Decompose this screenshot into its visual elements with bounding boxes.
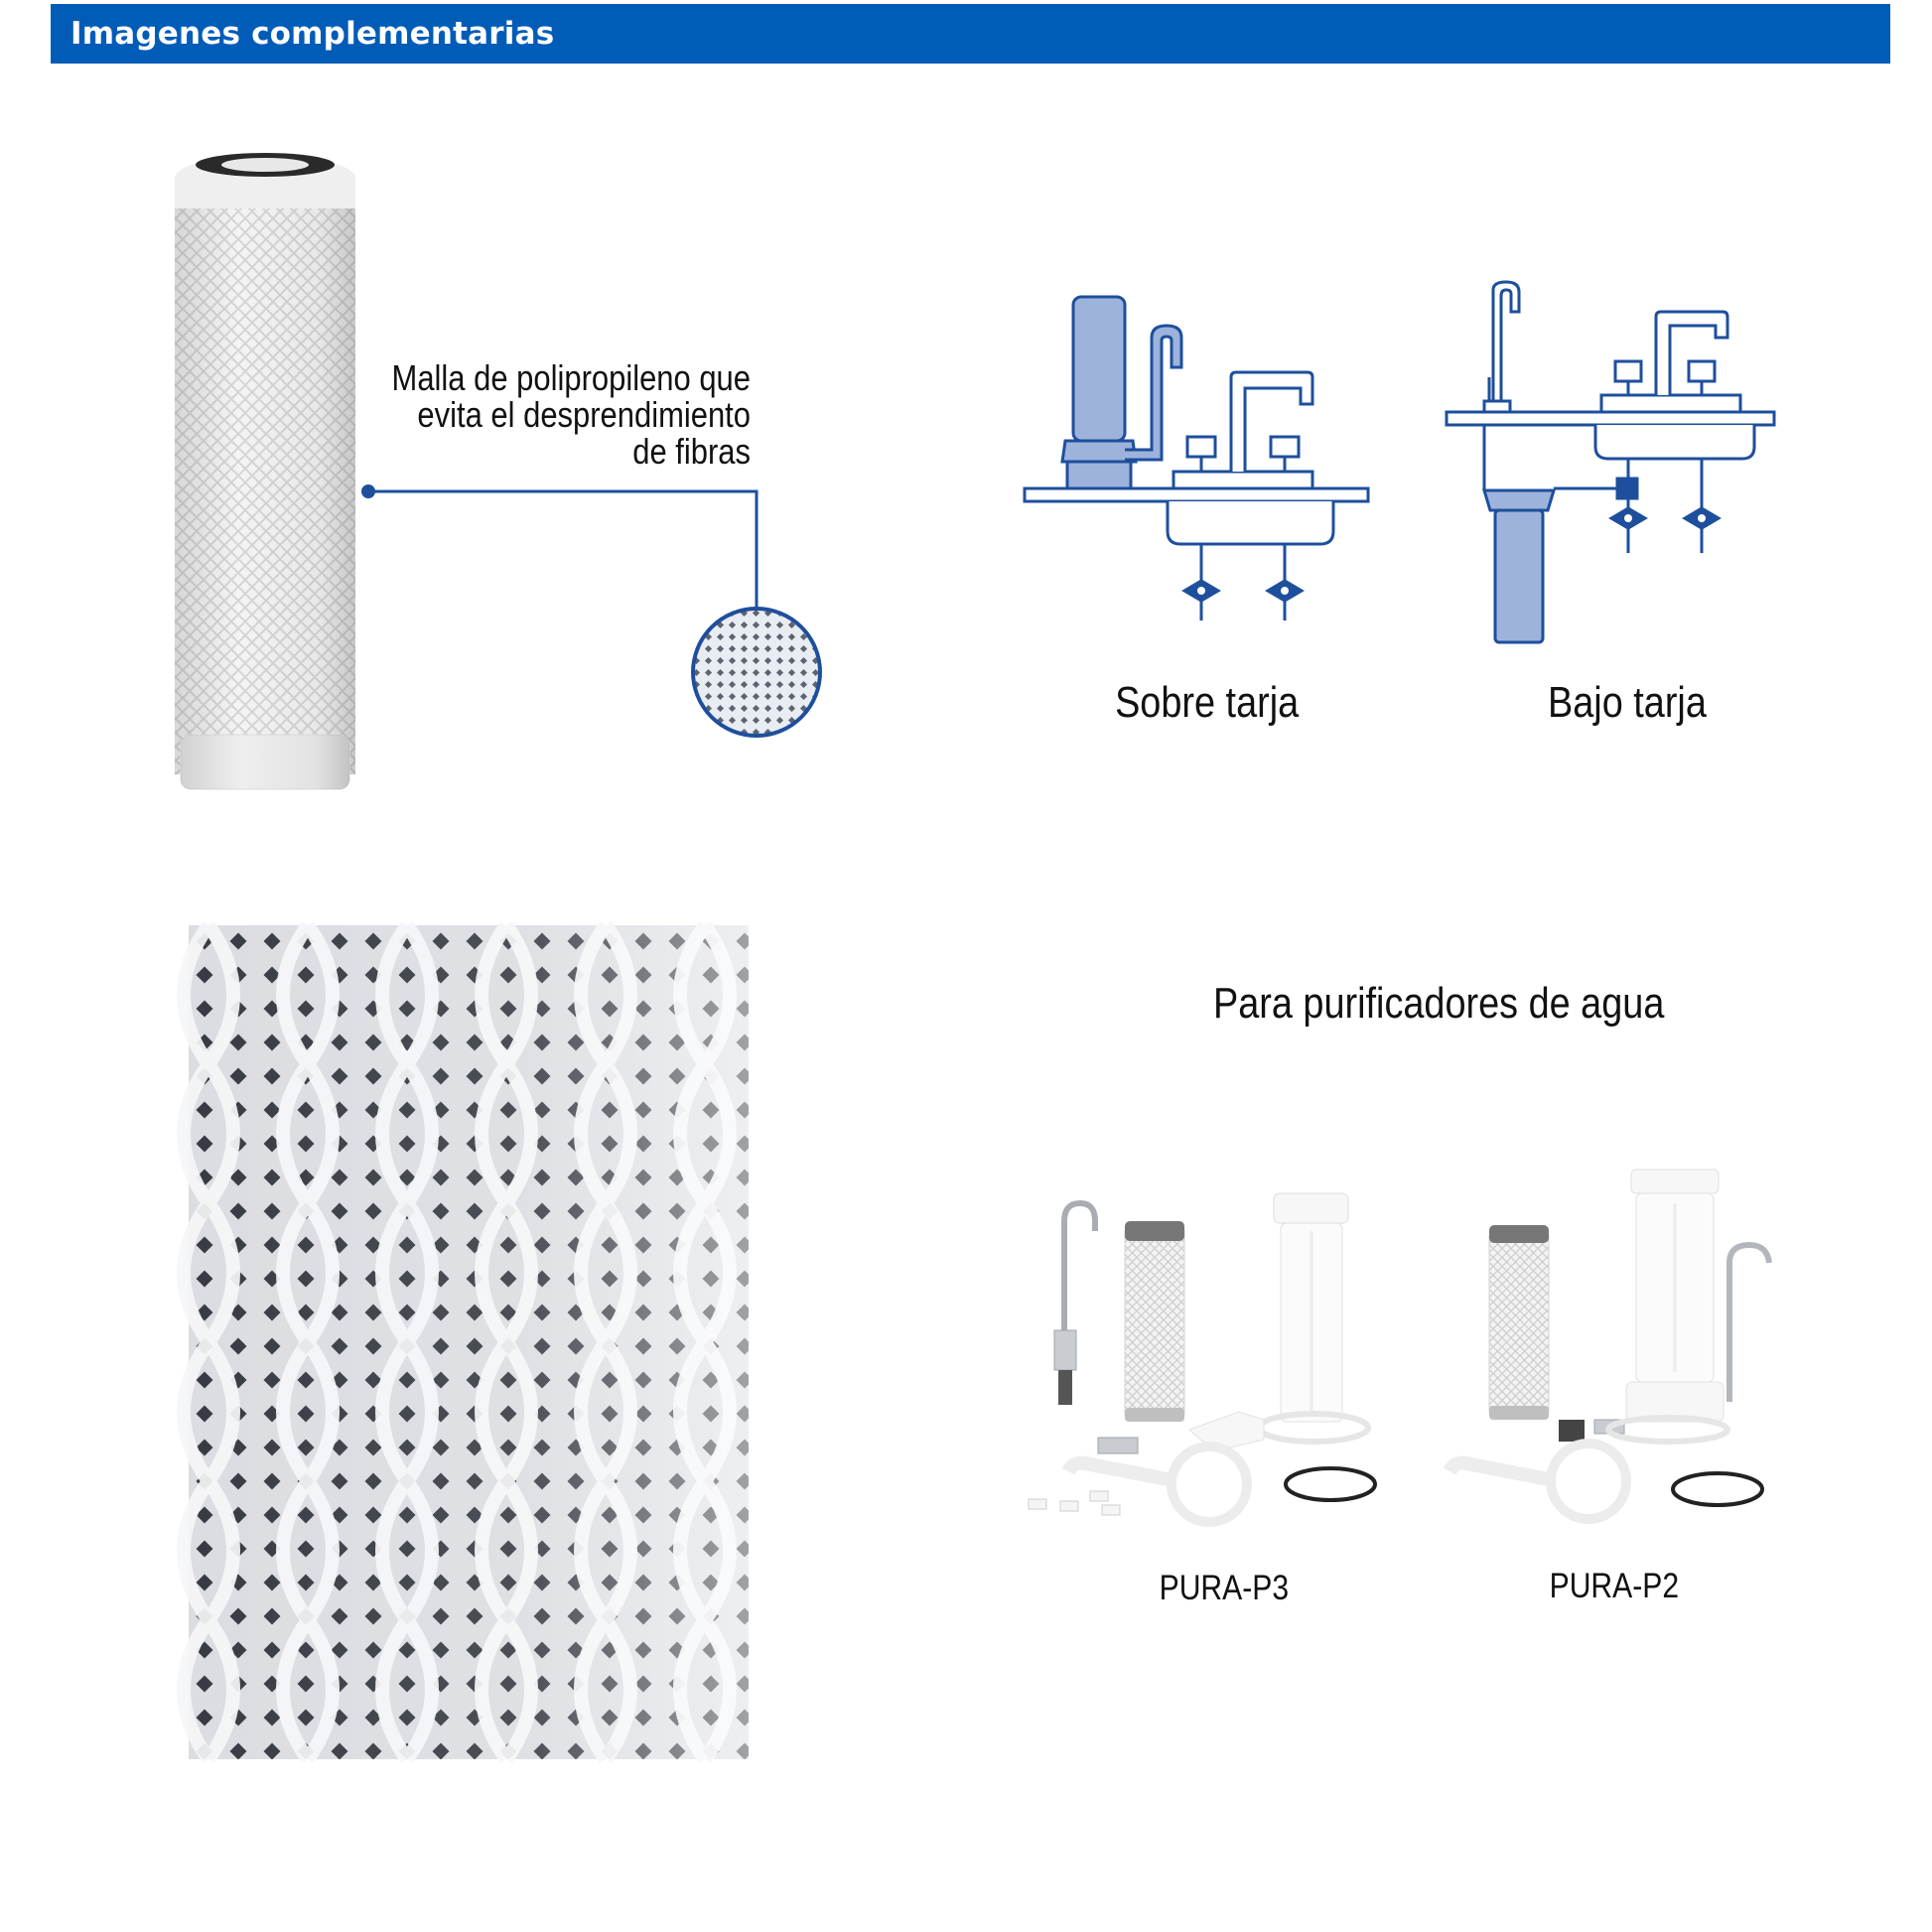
purifier-kit-p3-image <box>1021 1181 1398 1529</box>
callout-line-1: Malla de polipropileno que <box>391 357 751 398</box>
section-header <box>51 4 1890 64</box>
callout-line-3: de fibras <box>632 431 751 472</box>
under-sink-diagram <box>1445 280 1777 647</box>
under-sink-label: Bajo tarja <box>1548 678 1707 727</box>
over-sink-diagram <box>1023 293 1375 635</box>
mesh-callout-leader <box>357 477 834 745</box>
over-sink-label: Sobre tarja <box>1115 678 1300 727</box>
model-label-p2: PURA-P2 <box>1549 1567 1680 1605</box>
mesh-callout-text <box>387 359 751 470</box>
filter-cartridge-image <box>169 149 367 799</box>
section-title: Imagenes complementarias <box>70 16 555 52</box>
mesh-closeup-image <box>189 925 749 1759</box>
purifier-kit-p2-image <box>1440 1164 1797 1521</box>
compatibility-title: Para purificadores de agua <box>1212 979 1665 1028</box>
model-label-p3: PURA-P3 <box>1159 1569 1290 1607</box>
mesh-zoom-circle <box>685 601 834 750</box>
callout-line-2: evita el desprendimiento <box>417 394 751 435</box>
